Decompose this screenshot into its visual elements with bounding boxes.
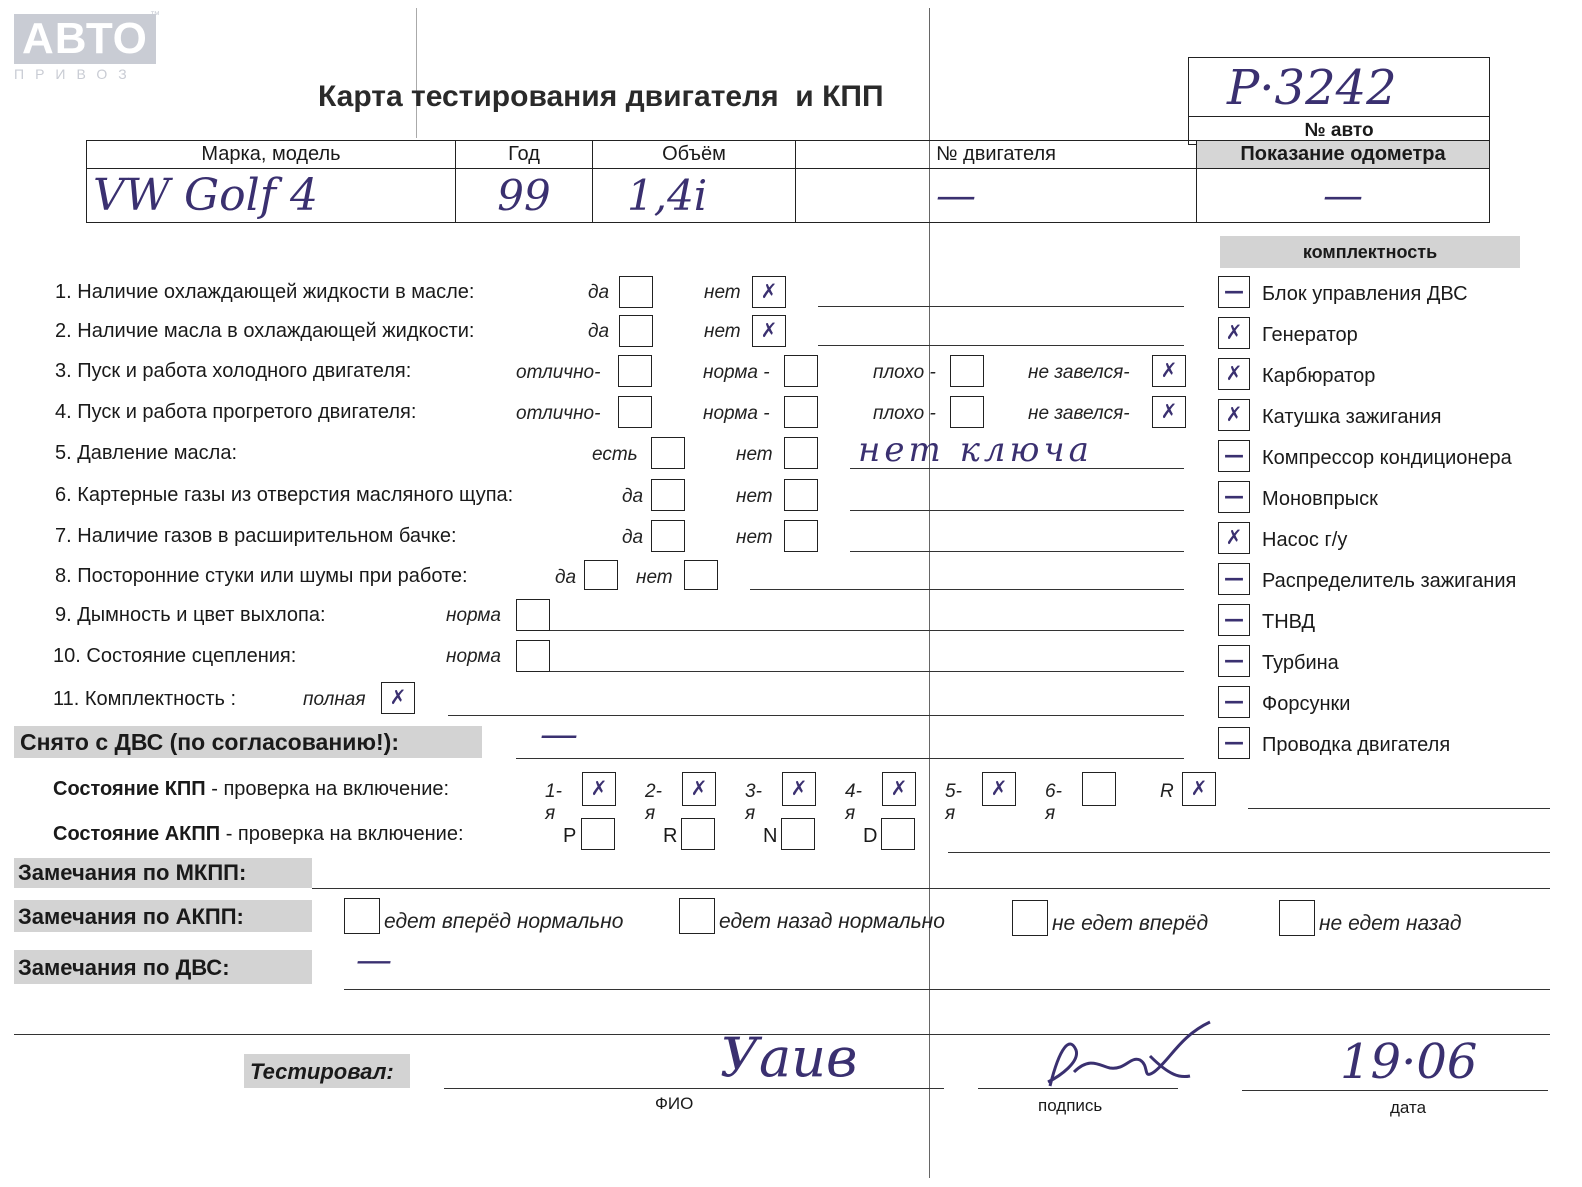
question-text: Пуск и работа прогретого двигателя:	[77, 401, 417, 423]
q10-notes-line	[550, 671, 1184, 672]
q5-notes-line	[850, 468, 1184, 469]
q7-no-label: нет	[736, 527, 773, 548]
q8-no-checkbox[interactable]	[684, 560, 718, 590]
question-10	[53, 645, 296, 668]
kpp-gear-checkbox[interactable]: ✗	[882, 772, 916, 806]
logo-sub: ПРИВОЗ	[14, 66, 138, 82]
completeness-item-label: Моновпрыск	[1262, 488, 1378, 510]
removed-value: —	[540, 712, 578, 756]
kpp-gear-checkbox[interactable]: ✗	[782, 772, 816, 806]
q3-bad-checkbox[interactable]	[950, 355, 984, 387]
completeness-item-label: Проводка двигателя	[1262, 734, 1451, 756]
akpp-label-bold: Состояние АКПП	[53, 823, 221, 845]
q10-norm-checkbox[interactable]	[516, 640, 550, 672]
q8-no-label: нет	[636, 567, 673, 588]
question-number: 10.	[53, 645, 81, 667]
akpp-gear-label: N	[763, 825, 778, 847]
akpp-gear-label: D	[863, 825, 878, 847]
car-number-box	[1188, 57, 1490, 145]
date-label: дата	[1390, 1098, 1427, 1117]
remarks-mkpp-label: Замечания по МКПП:	[18, 860, 247, 885]
q4-excellent-checkbox[interactable]	[618, 396, 652, 428]
q8-notes-line	[750, 589, 1184, 590]
volume-label: Объём	[593, 141, 796, 169]
akpp-gear-checkbox[interactable]	[881, 818, 915, 850]
question-number: 9.	[55, 604, 72, 626]
q6-yes-label: да	[622, 486, 644, 507]
removed-line	[516, 758, 1184, 759]
question-1	[55, 281, 475, 304]
fio-label: ФИО	[655, 1094, 694, 1113]
question-5	[55, 442, 237, 465]
question-text: Комплектность :	[84, 688, 237, 710]
logo-main: АВТО	[14, 14, 156, 64]
car-number-label: № авто	[1304, 120, 1374, 141]
kpp-label-bold: Состояние КПП	[53, 778, 206, 800]
remarks-mkpp-line	[312, 888, 1550, 889]
year-label: Год	[456, 141, 593, 169]
question-4	[55, 401, 416, 424]
signature-stroke	[1048, 1022, 1210, 1086]
question-number: 2.	[55, 320, 72, 342]
q3-normal-checkbox[interactable]	[784, 355, 818, 387]
akpp-notes-line	[948, 852, 1550, 853]
odometer-value: —	[1197, 169, 1490, 223]
q2-yes-checkbox[interactable]	[619, 315, 653, 347]
completeness-checkbox[interactable]: —	[1218, 604, 1250, 636]
completeness-item-label: Компрессор кондиционера	[1262, 447, 1512, 469]
engine-label: № двигателя	[796, 141, 1197, 169]
question-11	[53, 688, 236, 711]
question-number: 3.	[55, 360, 72, 382]
akpp-no-forward-label: не едет вперёд	[1052, 912, 1209, 935]
q7-yes-checkbox[interactable]	[651, 520, 685, 552]
q1-notes-line	[818, 306, 1184, 307]
akpp-gear-checkbox[interactable]	[681, 818, 715, 850]
question-text: Давление масла:	[77, 442, 237, 464]
kpp-label-rest: - проверка на включение:	[205, 778, 450, 800]
q11-full-checkbox[interactable]: ✗	[381, 682, 415, 714]
completeness-checkbox[interactable]: ✗	[1218, 358, 1250, 390]
completeness-checkbox[interactable]: —	[1218, 481, 1250, 513]
question-text: Посторонние стуки или шумы при работе:	[77, 565, 468, 587]
akpp-no-reverse-checkbox[interactable]	[1279, 900, 1315, 936]
question-number: 5.	[55, 442, 72, 464]
question-number: 11.	[53, 688, 80, 710]
car-number-value: Р·3242	[1227, 60, 1397, 116]
q9-norm-checkbox[interactable]	[516, 599, 550, 631]
question-3	[55, 360, 411, 383]
completeness-title: комплектность	[1302, 242, 1438, 262]
q2-notes-line	[818, 345, 1184, 346]
odometer-label: Показание одометра	[1197, 141, 1490, 169]
completeness-item-label: Карбюратор	[1262, 365, 1376, 387]
question-9	[55, 604, 326, 627]
q4-nostart-checkbox[interactable]: ✗	[1152, 396, 1186, 428]
q8-yes-label: да	[555, 567, 577, 588]
kpp-label	[53, 778, 449, 801]
remarks-dvs-value: —	[356, 940, 392, 981]
q3-nostart-checkbox[interactable]: ✗	[1152, 355, 1186, 387]
question-text: Пуск и работа холодного двигателя:	[77, 360, 412, 382]
fold-line-left	[416, 8, 417, 138]
akpp-no-forward-checkbox[interactable]	[1012, 900, 1048, 936]
kpp-gear-checkbox[interactable]: ✗	[1182, 772, 1216, 806]
question-number: 4.	[55, 401, 72, 423]
q1-yes-checkbox[interactable]	[619, 276, 653, 308]
signature-label: подпись	[1038, 1096, 1103, 1115]
q1-no-label: нет	[704, 282, 741, 303]
completeness-item-label: Распределитель зажигания	[1262, 570, 1517, 592]
akpp-forward-ok-label: едет вперёд нормально	[384, 910, 624, 933]
akpp-gear-checkbox[interactable]	[781, 818, 815, 850]
remarks-dvs-label: Замечания по ДВС:	[18, 955, 230, 980]
year-value: 99	[456, 169, 593, 223]
completeness-checkbox[interactable]: —	[1218, 686, 1250, 718]
completeness-checkbox[interactable]: —	[1218, 440, 1250, 472]
akpp-label	[53, 823, 464, 846]
question-8	[55, 565, 468, 588]
q3-bad-label: плохо -	[873, 362, 936, 383]
completeness-item-label: ТНВД	[1262, 611, 1316, 633]
question-number: 6.	[55, 484, 72, 506]
q4-excellent-label: отлично-	[516, 403, 601, 424]
q7-no-checkbox[interactable]	[784, 520, 818, 552]
brand-label: Марка, модель	[87, 141, 456, 169]
volume-value: 1,4i	[593, 169, 796, 223]
question-text: Картерные газы из отверстия масляного щупа:	[77, 484, 514, 506]
completeness-item-label: Катушка зажигания	[1262, 406, 1442, 428]
q6-no-label: нет	[736, 486, 773, 507]
q5-no-label: нет	[736, 444, 773, 465]
q2-no-checkbox[interactable]: ✗	[752, 315, 786, 347]
q10-norm-label: норма	[446, 646, 501, 667]
akpp-label-rest: - проверка на включение:	[220, 823, 464, 845]
q5-present-checkbox[interactable]	[651, 437, 685, 469]
akpp-gear-label: R	[663, 825, 678, 847]
question-text: Дымность и цвет выхлопа:	[77, 604, 326, 626]
completeness-checkbox[interactable]: —	[1218, 276, 1250, 308]
q1-yes-label: да	[588, 282, 610, 303]
question-number: 7.	[55, 525, 72, 547]
engine-value: —	[796, 169, 1197, 223]
kpp-gear-label: 5-я	[945, 781, 962, 824]
brand-value: VW Golf 4	[87, 169, 456, 223]
vehicle-header-table	[86, 140, 1490, 223]
akpp-reverse-ok-label: едет назад нормально	[719, 910, 945, 933]
tester-name: Уаив	[720, 1026, 858, 1089]
completeness-item-label: Форсунки	[1262, 693, 1351, 715]
q3-nostart-label: не завелся-	[1028, 362, 1130, 383]
q7-notes-line	[850, 551, 1184, 552]
question-7	[55, 525, 457, 548]
akpp-forward-ok-checkbox[interactable]	[344, 898, 380, 934]
question-number: 1.	[55, 281, 72, 303]
q6-no-checkbox[interactable]	[784, 479, 818, 511]
date-line	[1242, 1090, 1548, 1091]
remarks-akpp-label: Замечания по АКПП:	[18, 904, 244, 929]
kpp-gear-checkbox[interactable]	[1082, 772, 1116, 806]
completeness-checkbox[interactable]: —	[1218, 727, 1250, 759]
completeness-item-label: Генератор	[1262, 324, 1358, 346]
akpp-gear-checkbox[interactable]	[581, 818, 615, 850]
q5-no-checkbox[interactable]	[784, 437, 818, 469]
q9-norm-label: норма	[446, 605, 501, 626]
signature	[1030, 1016, 1230, 1092]
tested-label: Тестировал:	[250, 1059, 394, 1084]
q5-present-label: есть	[592, 444, 638, 465]
q6-yes-checkbox[interactable]	[651, 479, 685, 511]
logo-tm: ™	[150, 10, 160, 21]
completeness-item-label: Блок управления ДВС	[1262, 283, 1468, 305]
q7-yes-label: да	[622, 527, 644, 548]
question-text: Наличие газов в расширительном бачке:	[77, 525, 457, 547]
question-6	[55, 484, 513, 507]
completeness-checkbox[interactable]: —	[1218, 645, 1250, 677]
question-2	[55, 320, 475, 343]
q3-excellent-label: отлично-	[516, 362, 601, 383]
akpp-no-reverse-label: не едет назад	[1319, 912, 1462, 935]
q9-notes-line	[550, 630, 1184, 631]
q3-normal-label: норма -	[703, 362, 770, 383]
question-text: Состояние сцепления:	[86, 645, 297, 667]
kpp-gear-label: R	[1160, 781, 1174, 802]
removed-label: Снято с ДВС (по согласованию!):	[20, 729, 399, 755]
kpp-gear-label: 2-я	[645, 781, 662, 824]
logo	[14, 10, 160, 82]
kpp-gear-label: 6-я	[1045, 781, 1062, 824]
remarks-dvs-line	[344, 989, 1550, 990]
q3-excellent-checkbox[interactable]	[618, 355, 652, 387]
q1-no-checkbox[interactable]: ✗	[752, 276, 786, 308]
completeness-checkbox[interactable]: ✗	[1218, 317, 1250, 349]
q4-normal-label: норма -	[703, 403, 770, 424]
completeness-checkbox[interactable]: ✗	[1218, 522, 1250, 554]
kpp-gear-label: 1-я	[545, 781, 562, 824]
q4-bad-label: плохо -	[873, 403, 936, 424]
kpp-gear-checkbox[interactable]: ✗	[682, 772, 716, 806]
q11-full-label: полная	[303, 689, 366, 710]
q8-yes-checkbox[interactable]	[584, 560, 618, 590]
kpp-gear-checkbox[interactable]: ✗	[982, 772, 1016, 806]
akpp-reverse-ok-checkbox[interactable]	[679, 898, 715, 934]
kpp-notes-line	[1248, 808, 1550, 809]
signature-line	[978, 1088, 1178, 1089]
akpp-gear-label: P	[563, 825, 577, 847]
q2-no-label: нет	[704, 321, 741, 342]
fio-line	[444, 1088, 944, 1089]
q2-yes-label: да	[588, 321, 610, 342]
test-date: 19·06	[1340, 1034, 1478, 1090]
completeness-checkbox[interactable]: ✗	[1218, 399, 1250, 431]
kpp-gear-checkbox[interactable]: ✗	[582, 772, 616, 806]
q6-notes-line	[850, 510, 1184, 511]
completeness-checkbox[interactable]: —	[1218, 563, 1250, 595]
page-title: Карта тестирования двигателя и КПП	[318, 80, 884, 113]
completeness-item-label: Насос г/у	[1262, 529, 1348, 551]
kpp-gear-label: 3-я	[745, 781, 762, 824]
car-number-divider	[1189, 116, 1489, 117]
question-text: Наличие охлаждающей жидкости в масле:	[77, 281, 475, 303]
q5-handwritten-note: нет ключа	[858, 430, 1093, 470]
question-number: 8.	[55, 565, 72, 587]
q4-bad-checkbox[interactable]	[950, 396, 984, 428]
completeness-item-label: Турбина	[1262, 652, 1339, 674]
q4-nostart-label: не завелся-	[1028, 403, 1130, 424]
kpp-gear-label: 4-я	[845, 781, 862, 824]
question-text: Наличие масла в охлаждающей жидкости:	[77, 320, 475, 342]
q4-normal-checkbox[interactable]	[784, 396, 818, 428]
